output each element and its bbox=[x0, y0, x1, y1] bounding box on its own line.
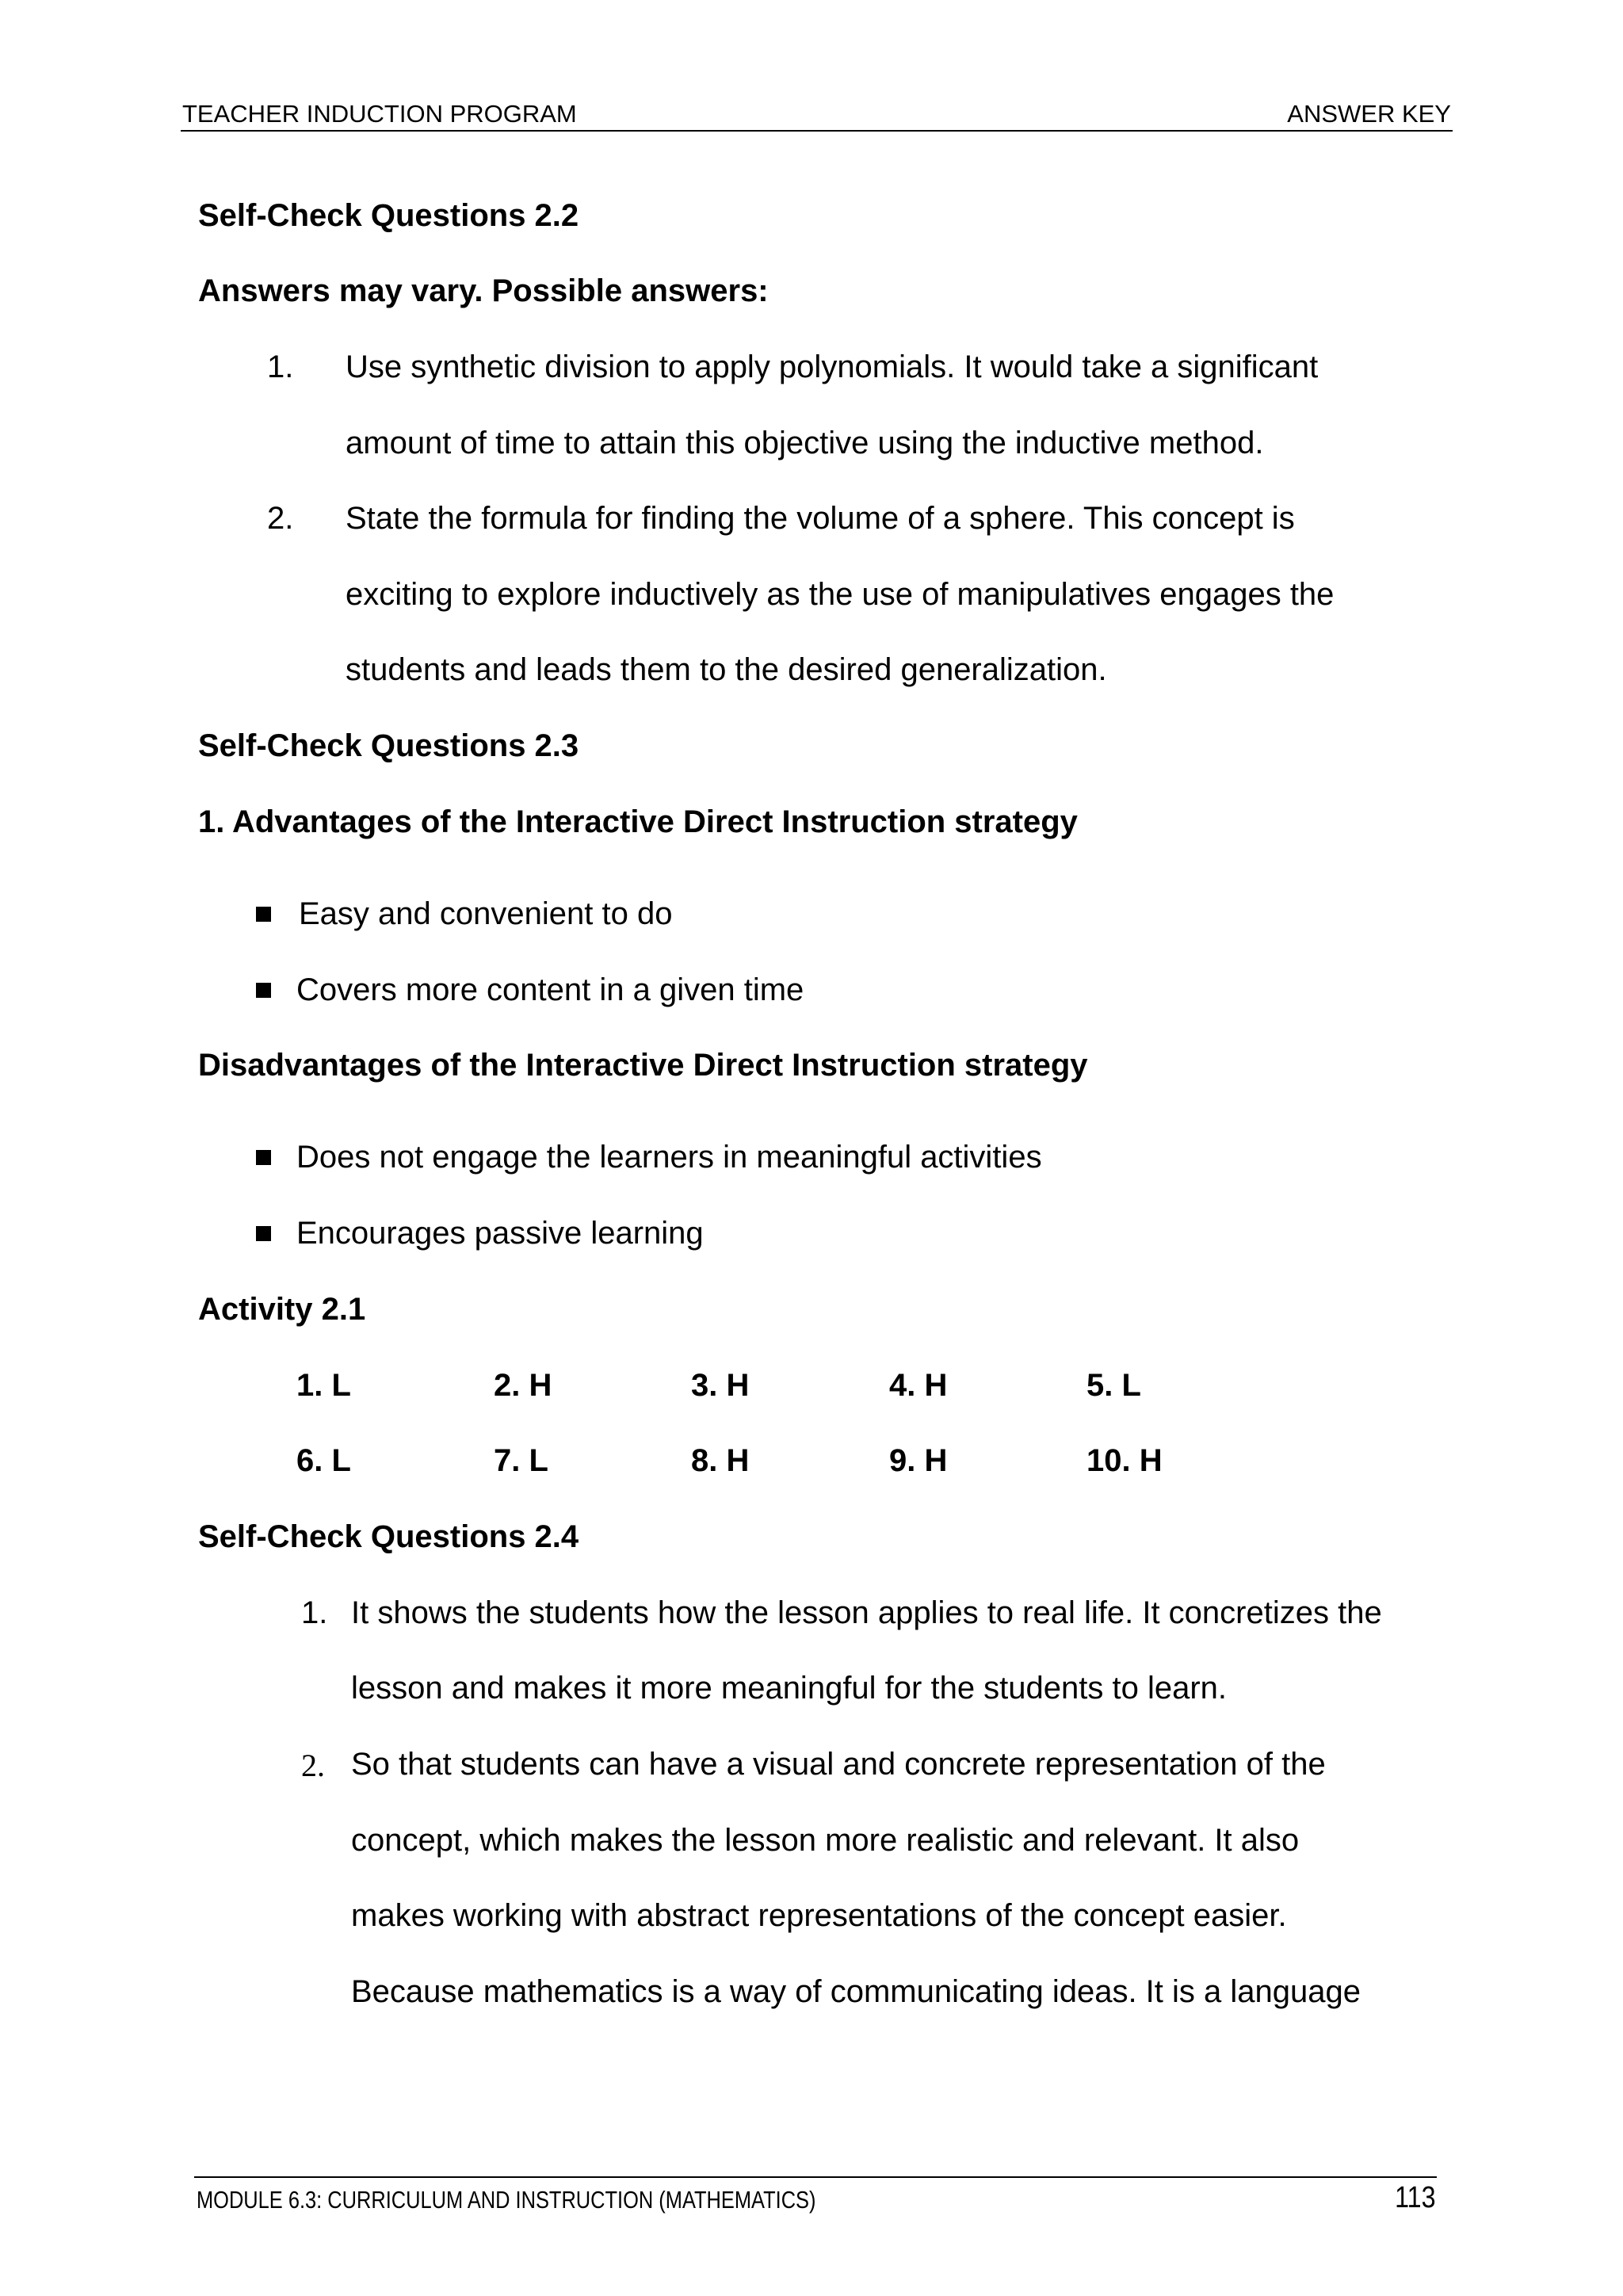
section-2-2-title: Self-Check Questions 2.2 bbox=[198, 198, 579, 233]
q24-1-line-2: lesson and makes it more meaningful for the students to learn. bbox=[351, 1671, 1228, 1706]
footer-module-title: MODULE 6.3: CURRICULUM AND INSTRUCTION (MATHEMATICS) bbox=[197, 2186, 816, 2214]
q22-2-line-1: State the formula for finding the volume of a sphere. This concept is bbox=[346, 501, 1295, 536]
answer-4: 4. H bbox=[889, 1368, 948, 1403]
answer-10: 10. H bbox=[1086, 1443, 1163, 1478]
disadvantage-item-1: Does not engage the learners in meaningful activities bbox=[296, 1140, 1042, 1175]
square-bullet-icon bbox=[256, 1226, 271, 1241]
advantage-item-1: Easy and convenient to do bbox=[299, 896, 673, 931]
advantages-heading: 1. Advantages of the Interactive Direct Instruction strategy bbox=[198, 804, 1078, 839]
q22-1-line-2: amount of time to attain this objective using the inductive method. bbox=[346, 426, 1264, 460]
section-2-3-title: Self-Check Questions 2.3 bbox=[198, 728, 579, 763]
page-header bbox=[181, 97, 1453, 132]
q22-1-number: 1. bbox=[267, 350, 294, 384]
disadvantage-item-2: Encourages passive learning bbox=[296, 1216, 704, 1251]
header-program-title: TEACHER INDUCTION PROGRAM bbox=[182, 100, 577, 128]
q22-2-line-2: exciting to explore inductively as the use of manipulatives engages the bbox=[346, 577, 1335, 612]
square-bullet-icon bbox=[256, 1150, 271, 1165]
answer-9: 9. H bbox=[889, 1443, 948, 1478]
square-bullet-icon bbox=[256, 983, 271, 998]
q24-2-line-1: So that students can have a visual and concrete representation of the bbox=[351, 1747, 1326, 1782]
activity-2-1-title: Activity 2.1 bbox=[198, 1292, 366, 1327]
q24-2-line-2: concept, which makes the lesson more realistic and relevant. It also bbox=[351, 1823, 1300, 1858]
answer-2: 2. H bbox=[494, 1368, 552, 1403]
answer-1: 1. L bbox=[296, 1368, 351, 1403]
answer-7: 7. L bbox=[494, 1443, 548, 1478]
disadvantages-heading: Disadvantages of the Interactive Direct Instruction strategy bbox=[198, 1048, 1088, 1083]
section-2-4-title: Self-Check Questions 2.4 bbox=[198, 1519, 579, 1554]
square-bullet-icon bbox=[256, 907, 271, 922]
q24-2-number: 2. bbox=[301, 1748, 325, 1783]
q22-2-number: 2. bbox=[267, 501, 294, 536]
q22-1-line-1: Use synthetic division to apply polynomials. It would take a significant bbox=[346, 350, 1319, 384]
answer-5: 5. L bbox=[1086, 1368, 1141, 1403]
answer-3: 3. H bbox=[691, 1368, 750, 1403]
answer-6: 6. L bbox=[296, 1443, 351, 1478]
page-number: 113 bbox=[1395, 2181, 1436, 2214]
header-answer-key: ANSWER KEY bbox=[1287, 100, 1451, 128]
q24-2-line-4: Because mathematics is a way of communicating ideas. It is a language bbox=[351, 1974, 1361, 2009]
advantage-item-2: Covers more content in a given time bbox=[296, 972, 804, 1007]
q22-2-line-3: students and leads them to the desired generalization. bbox=[346, 652, 1107, 687]
footer-rule bbox=[194, 2176, 1437, 2178]
answer-8: 8. H bbox=[691, 1443, 750, 1478]
section-2-2-subtitle: Answers may vary. Possible answers: bbox=[198, 273, 769, 308]
q24-1-line-1: It shows the students how the lesson applies to real life. It concretizes the bbox=[351, 1595, 1382, 1630]
q24-1-number: 1. bbox=[301, 1595, 328, 1630]
q24-2-line-3: makes working with abstract representations of the concept easier. bbox=[351, 1898, 1287, 1933]
